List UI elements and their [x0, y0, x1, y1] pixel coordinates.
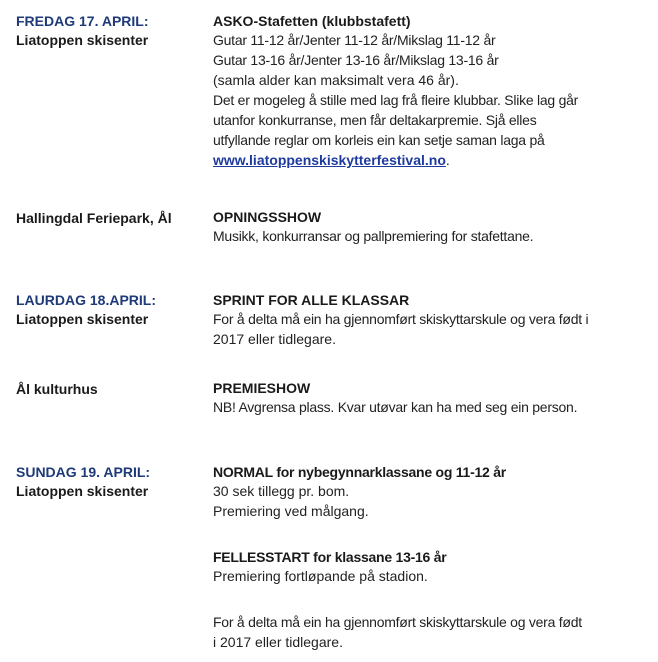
sunday-event-title: NORMAL for nybegynnarklassane og 11-12 år: [213, 464, 506, 480]
opening-show-venue: Hallingdal Feriepark, Ål: [16, 210, 172, 226]
friday-venue: Liatoppen skisenter: [16, 32, 149, 48]
sunday-note-line: For å delta må ein ha gjennomført skiskyttarskule og vera født: [213, 614, 582, 630]
friday-event-block: [213, 12, 653, 170]
friday-event-line: (samla alder kan maksimalt vera 46 år).: [213, 72, 459, 88]
prize-show-title: PREMIESHOW: [213, 380, 311, 396]
prize-show-venue: Ål kulturhus: [16, 381, 98, 397]
saturday-event-title: SPRINT FOR ALLE KLASSAR: [213, 292, 410, 308]
opening-show-title: OPNINGSSHOW: [213, 209, 322, 225]
friday-left-column: [16, 12, 201, 50]
sunday-day-heading: SUNDAG 19. APRIL:: [16, 464, 151, 480]
festival-website-link[interactable]: www.liatoppenskiskytterfestival.no: [213, 152, 446, 168]
saturday-event-line: 2017 eller tidlegare.: [213, 331, 336, 347]
saturday-venue: Liatoppen skisenter: [16, 311, 149, 327]
opening-show-block: [213, 208, 653, 246]
friday-link-line: [213, 150, 653, 170]
sunday-event-line: 30 sek tillegg pr. bom.: [213, 483, 350, 499]
prize-show-block: [213, 379, 653, 417]
sunday-note-block: [213, 612, 653, 652]
link-period: .: [445, 152, 450, 168]
prize-show-venue-column: [16, 379, 201, 399]
saturday-day-heading: LAURDAG 18.APRIL:: [16, 292, 157, 308]
friday-event-line: Gutar 11-12 år/Jenter 11-12 år/Mikslag 11-12 år: [213, 32, 496, 48]
opening-show-description: Musikk, konkurransar og pallpremiering for stafettane.: [213, 228, 534, 244]
friday-event-line: Det er mogeleg å stille med lag frå fleire klubbar. Slike lag går: [213, 92, 579, 108]
friday-event-line: utfyllande reglar om korleis ein kan setje saman laga på: [213, 132, 545, 148]
prize-show-description: NB! Avgrensa plass. Kvar utøvar kan ha med seg ein person.: [213, 399, 578, 415]
friday-event-title: ASKO-Stafetten (klubbstafett): [213, 13, 411, 29]
sunday-left-column: [16, 463, 201, 501]
sunday-event-line: Premiering ved målgang.: [213, 503, 369, 519]
sunday-venue: Liatoppen skisenter: [16, 483, 149, 499]
saturday-event-line: For å delta må ein ha gjennomført skiskyttarskule og vera født i: [213, 311, 589, 327]
mass-start-block: [213, 548, 653, 586]
mass-start-title: FELLESSTART for klassane 13-16 år: [213, 549, 447, 565]
sunday-note-line: i 2017 eller tidlegare.: [213, 634, 343, 650]
friday-event-line: Gutar 13-16 år/Jenter 13-16 år/Mikslag 13-16 år: [213, 52, 499, 68]
opening-show-venue-column: [16, 208, 201, 228]
friday-day-heading: FREDAG 17. APRIL:: [16, 13, 149, 29]
saturday-left-column: [16, 291, 201, 329]
friday-event-line: utanfor konkurranse, men får deltakarpremie. Sjå elles: [213, 112, 537, 128]
sunday-event-block: [213, 463, 653, 521]
mass-start-description: Premiering fortløpande på stadion.: [213, 568, 428, 584]
saturday-event-block: [213, 291, 653, 349]
